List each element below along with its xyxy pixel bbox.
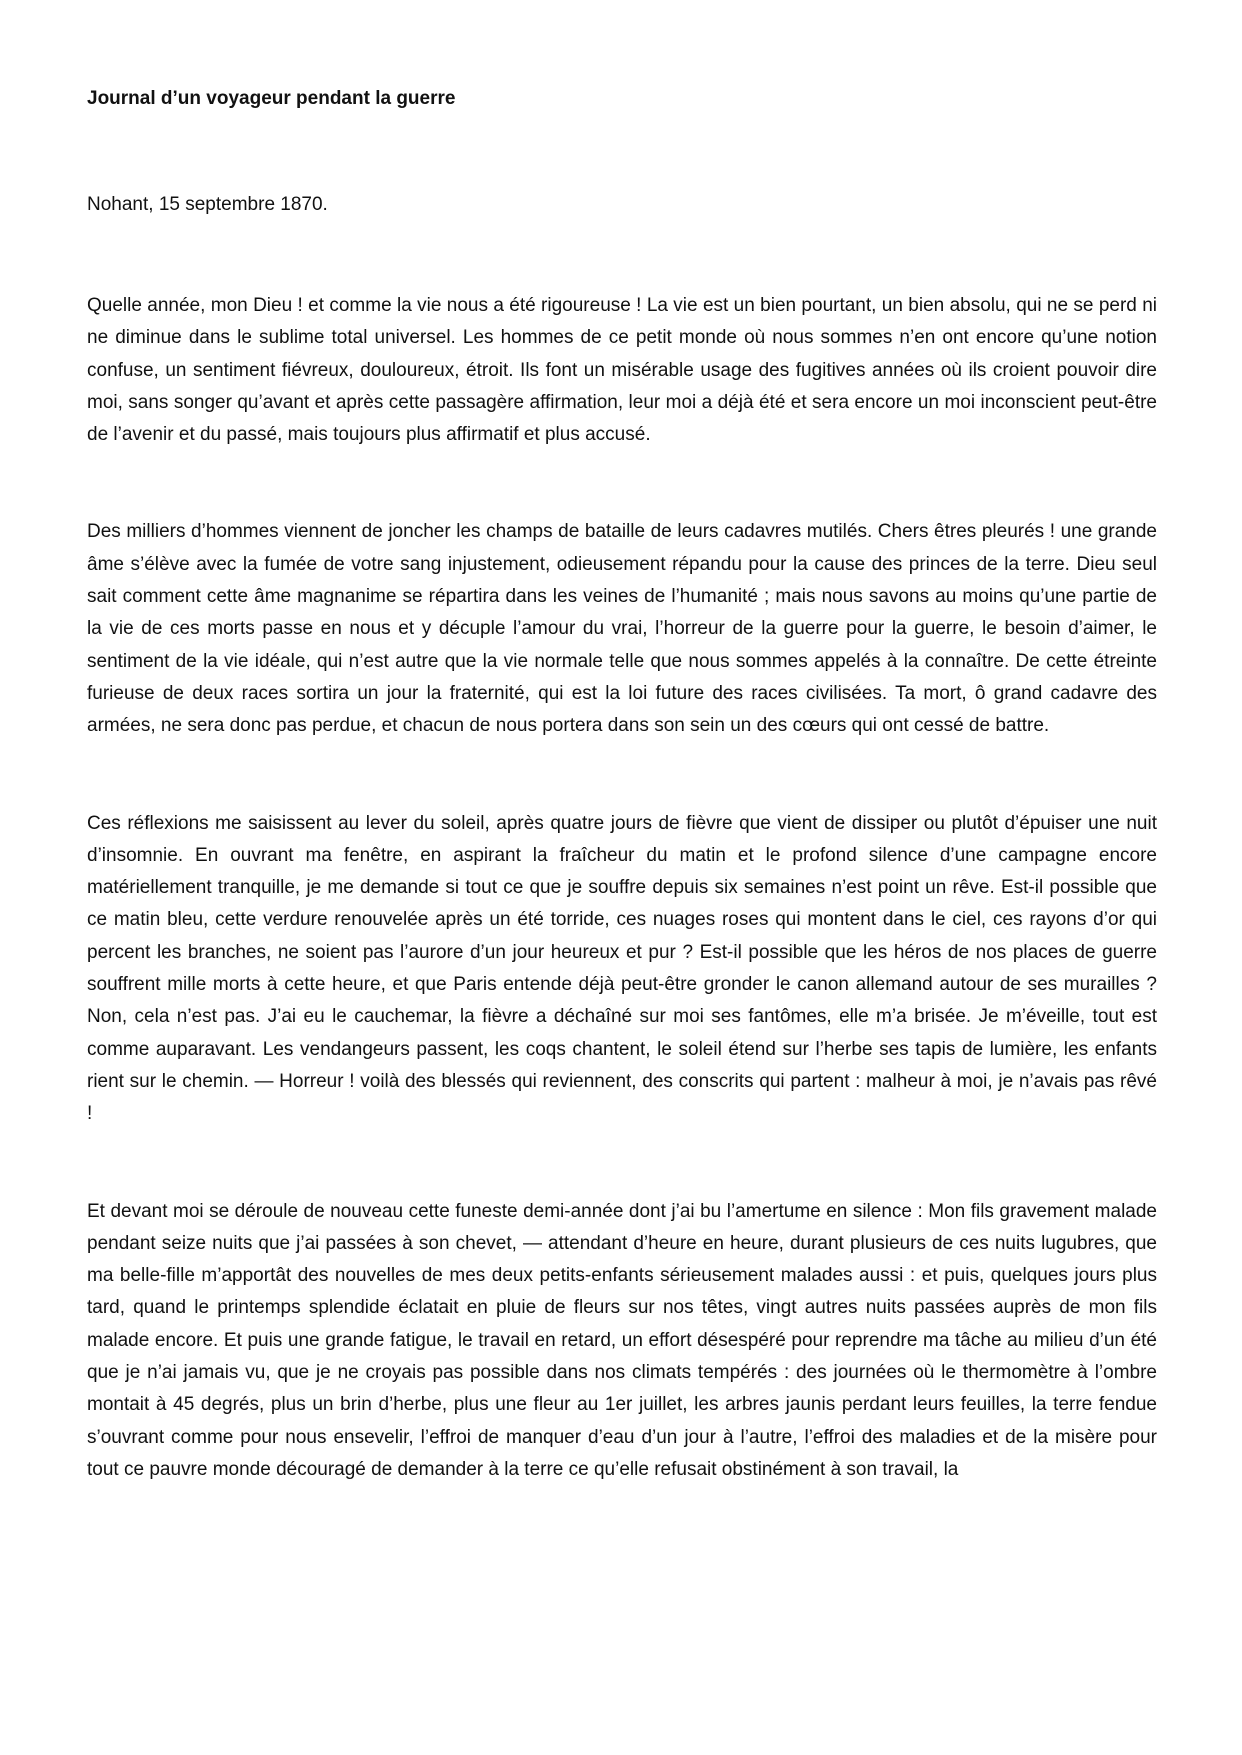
dateline: Nohant, 15 septembre 1870. <box>87 194 328 215</box>
document-page <box>87 84 1157 1480</box>
paragraph: Quelle année, mon Dieu ! et comme la vie nous a été rigoureuse ! La vie est un bien pourtant, un bien absolu, qui ne se perd ni ne diminue dans le sublime total universel. Les hommes de ce petit monde où nous sommes n’en ont encore qu’une notion confuse, un sentiment fiévreux, douloureux, étroit. Ils font un misérable usage des fugitives années où ils croient pouvoir dire moi, sans songer qu’avant et après cette passagère affirmation, leur moi a déjà été et sera encore un moi inconscient peut-être de l’avenir et du passé, mais toujours plus affirmatif et plus accusé. <box>87 295 1157 446</box>
document-body <box>87 290 1157 1551</box>
paragraph: Des milliers d’hommes viennent de joncher les champs de bataille de leurs cadavres mutilés. Chers êtres pleurés ! une grande âme s’élève avec la fumée de votre sang injustement, odieusement répandu pour la cause des princes de la terre. Dieu seul sait comment cette âme magnanime se répartira dans les veines de l’humanité ; mais nous savons au moins qu’une partie de la vie de ces morts passe en nous et y décuple l’amour du vrai, l’horreur de la guerre pour la guerre, le besoin d’aimer, le sentiment de la vie idéale, qui n’est autre que la vie normale telle que nous sommes appelés à la connaître. De cette étreinte furieuse de deux races sortira un jour la fraternité, qui est la loi future des races civilisées. Ta mort, ô grand cadavre des armées, ne sera donc pas perdue, et chacun de nous portera dans son sein un des cœurs qui ont cessé de battre. <box>87 521 1157 737</box>
document-title: Journal d’un voyageur pendant la guerre <box>87 88 456 109</box>
paragraph: Ces réflexions me saisissent au lever du soleil, après quatre jours de fièvre que vient de dissiper ou plutôt d’épuiser une nuit d’insomnie. En ouvrant ma fenêtre, en aspirant la fraîcheur du matin et le profond silence d’une campagne encore matériellement tranquille, je me demande si tout ce que je souffre depuis six semaines n’est point un rêve. Est-il possible que ce matin bleu, cette verdure renouvelée après un été torride, ces nuages roses qui montent dans le ciel, ces rayons d’or qui percent les branches, ne soient pas l’aurore d’un jour heureux et pur ? Est-il possible que les héros de nos places de guerre souffrent mille morts à cette heure, et que Paris entende déjà peut-être gronder le canon allemand autour de ses murailles ? Non, cela n’est pas. J’ai eu le cauchemar, la fièvre a déchaîné sur moi ses fantômes, elle m’a brisée. Je m’éveille, tout est comme auparavant. Les vendangeurs passent, les coqs chantent, le soleil étend sur l’herbe ses tapis de lumière, les enfants rient sur le chemin. — Horreur ! voilà des blessés qui reviennent, des conscrits qui partent : malheur à moi, je n’avais pas rêvé ! <box>87 812 1157 1125</box>
paragraph: Et devant moi se déroule de nouveau cette funeste demi-année dont j’ai bu l’amertume en silence : Mon fils gravement malade pendant seize nuits que j’ai passées à son chevet, — attendant d’heure en heure, durant plusieurs de ces nuits lugubres, que ma belle-fille m’apportât des nouvelles de mes deux petits-enfants sérieusement malades aussi : et puis, quelques jours plus tard, quand le printemps splendide éclatait en pluie de fleurs sur nos têtes, vingt autres nuits passées auprès de mon fils malade encore. Et puis une grande fatigue, le travail en retard, un effort désespéré pour reprendre ma tâche au milieu d’un été que je n’ai jamais vu, que je ne croyais pas possible dans nos climats tempérés : des journées où le thermomètre à l’ombre montait à 45 degrés, plus un brin d’herbe, plus une fleur au 1er juillet, les arbres jaunis perdant leurs feuilles, la terre fendue s’ouvrant comme pour nous ensevelir, l’effroi de manquer d’eau d’un jour à l’autre, l’effroi des maladies et de la misère pour tout ce pauvre monde découragé de demander à la terre ce qu’elle refusait obstinément à son travail, la <box>87 1200 1157 1480</box>
